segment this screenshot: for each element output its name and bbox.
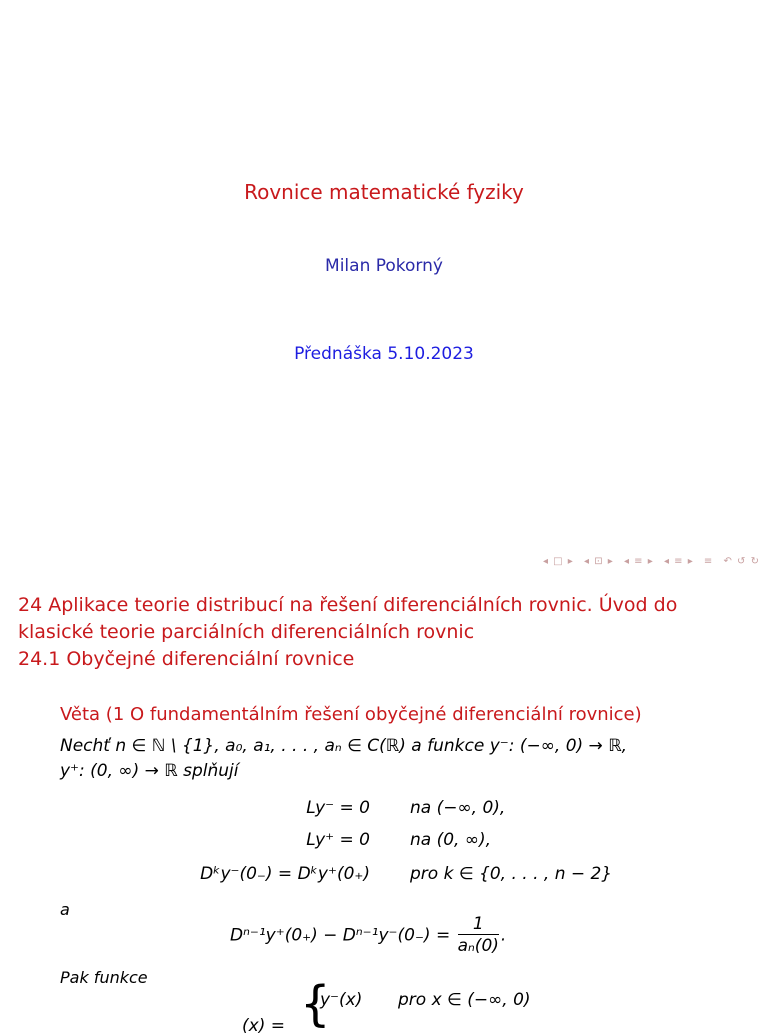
fraction-denominator: aₙ(0) [457, 936, 499, 956]
beamer-navigation-bar [537, 556, 760, 567]
theorem-heading: Věta (1 O fundamentálním řešení obyčejné diferenciální rovnice) [60, 704, 642, 725]
nav-subsection-icon[interactable]: ◂ ⊡ ▸ [584, 556, 614, 567]
equation-1-lhs: Ly⁻ = 0 [306, 798, 370, 818]
theorem-line2: y⁺: (0, ∞) → ℝ splňují [60, 761, 239, 781]
jump-condition-equation [230, 914, 506, 957]
nav-search-icon[interactable]: ↶ ↺ ↻ [723, 556, 760, 567]
lecture-date: Přednáška 5.10.2023 [294, 344, 474, 364]
nav-section-icon[interactable]: ◂ ≡ ▸ [623, 556, 654, 567]
fraction [458, 914, 499, 957]
piecewise-lhs: (x) = [242, 1016, 285, 1036]
equation-2-condition: na (0, ∞), [410, 830, 492, 850]
case1-expression: y⁻(x) [320, 990, 363, 1010]
nav-frame-icon[interactable]: ◂ □ ▸ [542, 556, 574, 567]
nav-toc-icon[interactable]: ≡ [703, 556, 714, 567]
section-title-line1: 24 Aplikace teorie distribucí na řešení diferenciálních rovnic. Úvod do [18, 594, 678, 616]
piecewise-brace: { [300, 976, 331, 1032]
section-title-line2: klasické teorie parciálních diferenciálních rovnic [18, 621, 475, 643]
equation-period: . [500, 925, 507, 946]
nav-part-icon[interactable]: ◂ ≡ ▸ [663, 556, 694, 567]
equation-1-condition: na (−∞, 0), [410, 798, 506, 818]
case1-condition: pro x ∈ (−∞, 0) [398, 990, 531, 1010]
conjunction-and: a [60, 900, 70, 919]
jump-condition-lhs: Dⁿ⁻¹y⁺(0₊) − Dⁿ⁻¹y⁻(0₋) = [230, 925, 451, 946]
author-name: Milan Pokorný [325, 256, 443, 276]
fraction-numerator: 1 [458, 914, 499, 935]
section-heading [18, 592, 748, 673]
then-function-text: Pak funkce [60, 968, 148, 987]
equation-2-lhs: Ly⁺ = 0 [306, 830, 370, 850]
content-slide [0, 576, 768, 1036]
equation-3-condition: pro k ∈ {0, . . . , n − 2} [410, 864, 613, 884]
subsection-title: 24.1 Obyčejné diferenciální rovnice [18, 648, 355, 670]
presentation-title: Rovnice matematické fyziky [244, 180, 524, 204]
theorem-statement [60, 734, 740, 784]
equation-3-lhs: Dᵏy⁻(0₋) = Dᵏy⁺(0₊) [200, 864, 370, 884]
theorem-line1: Nechť n ∈ ℕ \ {1}, a₀, a₁, . . . , aₙ ∈ C(ℝ) a funkce y⁻: (−∞, 0) → ℝ, [60, 736, 628, 756]
